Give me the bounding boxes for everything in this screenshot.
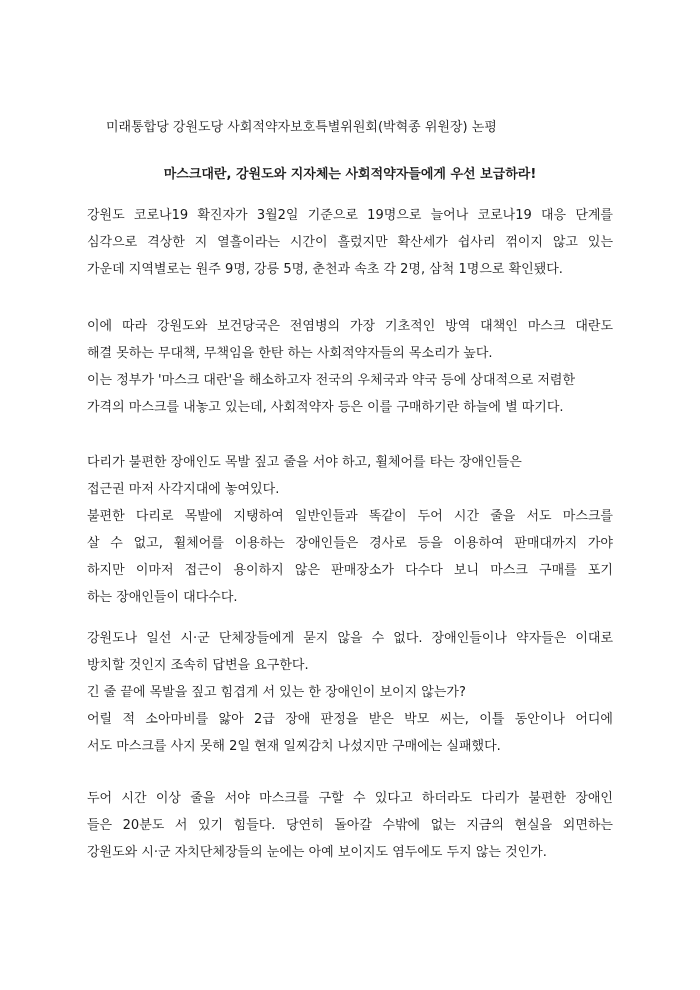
- paragraph-line: 방치할 것인지 조속히 답변을 요구한다.: [87, 658, 309, 673]
- paragraph-4: [87, 625, 613, 760]
- paragraph-line: 강원도나 일선 시·군 단체장들에게 묻지 않을 수 없다. 장애인들이나 약자들은 이대로: [87, 631, 613, 646]
- paragraph-line: 두어 시간 이상 줄을 서야 마스크를 구할 수 있다고 하더라도 다리가 불편한 장애인: [87, 791, 613, 806]
- document-title: 마스크대란, 강원도와 지자체는 사회적약자들에게 우선 보급하라!: [163, 167, 537, 182]
- paragraph-line: 서도 마스크를 사지 못해 2일 현재 일찌감치 나섰지만 구매에는 실패했다.: [87, 739, 501, 754]
- paragraph-line: 불편한 다리로 목발에 지탱하여 일반인들과 똑같이 두어 시간 줄을 서도 마스크를: [87, 509, 613, 524]
- paragraph-3: [87, 449, 613, 611]
- paragraph-line: 살 수 없고, 휠체어를 이용하는 장애인들은 경사로 등을 이용하여 판매대까지 가야: [87, 536, 613, 551]
- paragraph-line: 하는 장애인들이 대다수다.: [87, 590, 238, 605]
- paragraph-5: [87, 785, 613, 866]
- paragraph-line: 긴 줄 끝에 목발을 짚고 힘겹게 서 있는 한 장애인이 보이지 않는가?: [87, 685, 466, 700]
- paragraph-1: [87, 202, 613, 283]
- paragraph-line: 강원도와 시·군 자치단체장들의 눈에는 아예 보이지도 염두에도 두지 않는 것인가.: [87, 845, 547, 860]
- paragraph-line: 심각으로 격상한 지 열흘이라는 시간이 흘렀지만 확산세가 쉽사리 꺾이지 않고 있는: [87, 235, 613, 250]
- paragraph-line: 이에 따라 강원도와 보건당국은 전염병의 가장 기초적인 방역 대책인 마스크 대란도: [87, 319, 613, 334]
- paragraph-line: 가운데 지역별로는 원주 9명, 강릉 5명, 춘천과 속초 각 2명, 삼척 1명으로 확인됐다.: [87, 262, 563, 277]
- paragraph-line: 어릴 적 소아마비를 앓아 2급 장애 판정을 받은 박모 씨는, 이틀 동안이나 어디에: [87, 712, 613, 727]
- paragraph-line: 들은 20분도 서 있기 힘들다. 당연히 돌아갈 수밖에 없는 지금의 현실을 외면하는: [87, 818, 613, 833]
- paragraph-line: 하지만 이마저 접근이 용이하지 않은 판매장소가 다수다 보니 마스크 구매를 포기: [87, 563, 613, 578]
- paragraph-line: 해결 못하는 무대책, 무책임을 한탄 하는 사회적약자들의 목소리가 높다.: [87, 346, 493, 361]
- paragraph-line: 다리가 불편한 장애인도 목발 짚고 줄을 서야 하고, 휠체어를 타는 장애인들은: [87, 455, 522, 470]
- paragraph-line: 이는 정부가 '마스크 대란'을 해소하고자 전국의 우체국과 약국 등에 상대적으로 저렴한: [87, 373, 576, 388]
- paragraph-2: [87, 313, 613, 421]
- document-header: 미래통합당 강원도당 사회적약자보호특별위원회(박혁종 위원장) 논평: [106, 120, 497, 135]
- paragraph-line: 접근권 마저 사각지대에 놓여있다.: [87, 482, 280, 497]
- paragraph-line: 강원도 코로나19 확진자가 3월2일 기준으로 19명으로 늘어나 코로나19 대응 단계를: [87, 208, 613, 223]
- paragraph-line: 가격의 마스크를 내놓고 있는데, 사회적약자 등은 이를 구매하기란 하늘에 별 따기다.: [87, 400, 564, 415]
